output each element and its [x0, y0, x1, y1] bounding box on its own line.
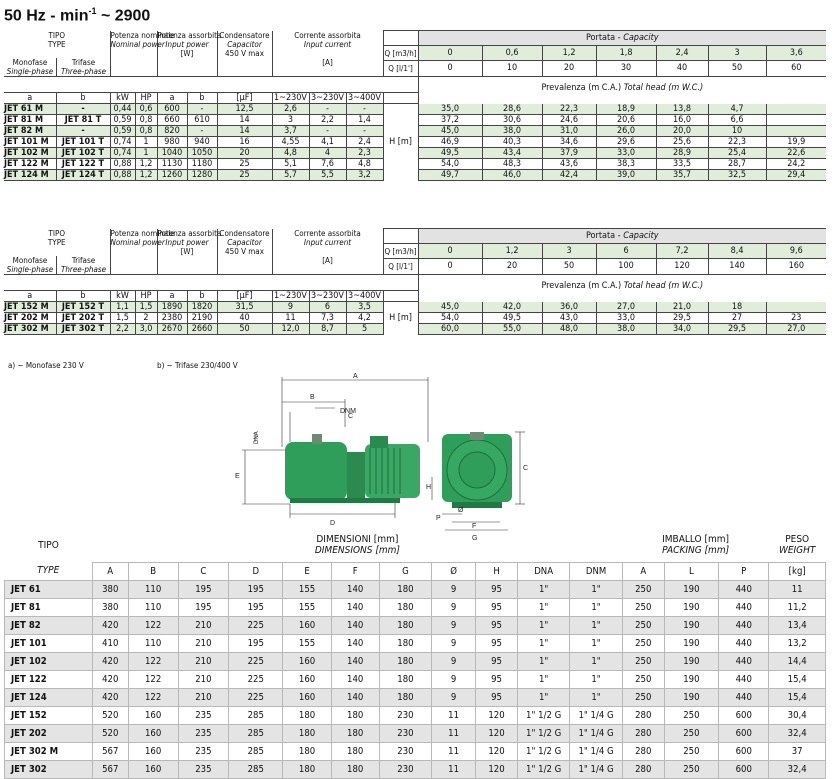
table-row: JET 81 380 110 195 195 155 140 180 9 95 1" 1" 250 190 440 11,2	[5, 598, 826, 616]
dim-label-phi: Ø	[458, 507, 464, 514]
table-row: JET 102 420 122 210 225 160 140 180 9 95 1" 1" 250 190 440 14,4	[5, 652, 826, 670]
note-three-phase: b) ~ Trifase 230/400 V	[157, 361, 238, 370]
capacity-m3h-cell: 6	[596, 244, 656, 259]
pump-dimension-diagram	[230, 372, 560, 542]
capacity-m3h-cell: 1,2	[482, 244, 542, 259]
table-row: JET 61 M - 0,44 0,6 600 - 12,5 2,6 - - H [m] 35,0 28,6 22,3 18,9 13,8 4,7	[4, 104, 826, 115]
capacity-lmin-cell: 100	[596, 259, 656, 274]
capacity-lmin-cell: 50	[708, 61, 766, 76]
table-row: JET 124 M JET 124 T 0,88 1,2 1260 1280 25 5,7 5,5 3,2 49,7 46,0 42,4 39,0 35,7 32,5 29,4	[4, 170, 826, 181]
capacity-lmin-cell: 120	[656, 259, 708, 274]
dim-label-c2: C	[523, 465, 529, 472]
capacity-m3h-cell: 7,2	[656, 244, 708, 259]
capacity-m3h-cell: 9,6	[766, 244, 826, 259]
table-row: JET 302 M 567 160 235 285 180 180 230 11 120 1" 1/2 G 1" 1/4 G 280 250 600 37	[5, 742, 826, 760]
table-row: JET 122 M JET 122 T 0,88 1,2 1130 1180 25 5,1 7,6 4,8 54,0 48,3 43,6 38,3 33,5 28,7 24,2	[4, 159, 826, 170]
capacity-lmin-cell: 20	[542, 61, 596, 76]
dim-label-a: A	[353, 373, 358, 380]
capacity-m3h-cell: 3	[708, 46, 766, 61]
capacity-lmin-cell: 0	[418, 61, 482, 76]
table-row: JET 202 M JET 202 T 1,5 2 2380 2190 40 11 7,3 4,2 54,0 49,5 43,0 33,0 29,5 27 23	[4, 313, 826, 324]
table-row: JET 302 567 160 235 285 180 180 230 11 120 1" 1/2 G 1" 1/4 G 280 250 600 32,4	[5, 760, 826, 778]
dim-label-d: D	[330, 520, 336, 527]
capacity-lmin-cell: 10	[482, 61, 542, 76]
dim-label-g: G	[472, 535, 478, 542]
capacity-lmin-cell: 50	[542, 259, 596, 274]
performance-table-2: TIPO TYPE Monofase Single-phase Trifase Three-phase Potenza nominale Nominal power Potenza assorbita Input power [W] Condensatore Capacitor 450 V max Corrente assorbita Input current [A] Portata - Capacity Q [m3/h] 0 1,2 3 6 7,2 8,4 9,6 Q [l/1'] 0 20 50 100 120 140 160 Prevalenza (m C.A.) Total head (m W.C.) a b kW HP a b [µF] 1~230V 3~230V 3~400V JET 152 M JET 152 T 1,1 1,5 1890 1820 31,5 9 6 3,5 H [m] 45,0 42,0 36,0 27,0 21,0 18 JET 202 M JET 202 T 1,5 2 2380 2190 40 11 7,3 4,2 54,0 49,5 43,0 33,0 29,5 27 23 JET 302 M JET 302 T 2,2 3,0 2670 2660 50 12,0 8,7 5 60,0 55,0 48,0 38,0 34,0 29,5 27,0	[4, 228, 826, 335]
capacity-m3h-cell: 1,8	[596, 46, 656, 61]
capacity-lmin-cell: 30	[596, 61, 656, 76]
capacity-m3h-cell: 0	[418, 46, 482, 61]
dim-label-c: C	[348, 413, 354, 420]
table-row: JET 152 M JET 152 T 1,1 1,5 1890 1820 31,5 9 6 3,5 H [m] 45,0 42,0 36,0 27,0 21,0 18	[4, 302, 826, 313]
table-row: JET 202 520 160 235 285 180 180 230 11 120 1" 1/2 G 1" 1/4 G 280 250 600 32,4	[5, 724, 826, 742]
table-row: JET 101 M JET 101 T 0,74 1 980 940 16 4,55 4,1 2,4 46,9 40,3 34,6 29,6 25,6 22,3 19,9	[4, 137, 826, 148]
dim-label-dnm: DNM	[340, 408, 356, 415]
capacity-lmin-cell: 140	[708, 259, 766, 274]
table-row: JET 122 420 122 210 225 160 140 180 9 95 1" 1" 250 190 440 15,4	[5, 670, 826, 688]
capacity-m3h-cell: 0	[418, 244, 482, 259]
capacity-m3h-cell: 8,4	[708, 244, 766, 259]
dim-label-h: H	[426, 484, 432, 491]
capacity-m3h-cell: 0,6	[482, 46, 542, 61]
table-row: JET 302 M JET 302 T 2,2 3,0 2670 2660 50 12,0 8,7 5 60,0 55,0 48,0 38,0 34,0 29,5 27,0	[4, 324, 826, 335]
table-row: JET 61 380 110 195 195 155 140 180 9 95 1" 1" 250 190 440 11	[5, 580, 826, 598]
capacity-m3h-cell: 3,6	[766, 46, 826, 61]
capacity-m3h-cell: 1,2	[542, 46, 596, 61]
capacity-lmin-cell: 60	[766, 61, 826, 76]
table-row: JET 102 M JET 102 T 0,74 1 1040 1050 20 4,8 4 2,3 49,5 43,4 37,9 33,0 28,9 25,4 22,6	[4, 148, 826, 159]
capacity-lmin-cell: 40	[656, 61, 708, 76]
table-row: JET 124 420 122 210 225 160 140 180 9 95 1" 1" 250 190 440 15,4	[5, 688, 826, 706]
dim-label-dna: DNA	[254, 431, 260, 444]
note-single-phase: a) ~ Monofase 230 V	[8, 361, 84, 370]
table-row: JET 81 M JET 81 T 0,59 0,8 660 610 14 3 2,2 1,4 37,2 30,6 24,6 20,6 16,0 6,6	[4, 115, 826, 126]
dim-label-e: E	[235, 473, 240, 480]
table-row: JET 82 M - 0,59 0,8 820 - 14 3,7 - - 45,0 38,0 31,0 26,0 20,0 10	[4, 126, 826, 137]
table-row: JET 152 520 160 235 285 180 180 230 11 120 1" 1/2 G 1" 1/4 G 280 250 600 30,4	[5, 706, 826, 724]
table-row: JET 82 420 122 210 225 160 140 180 9 95 1" 1" 250 190 440 13,4	[5, 616, 826, 634]
capacity-lmin-cell: 20	[482, 259, 542, 274]
dim-label-b: B	[310, 394, 315, 401]
dim-label-f: F	[472, 523, 477, 530]
capacity-lmin-cell: 0	[418, 259, 482, 274]
capacity-lmin-cell: 160	[766, 259, 826, 274]
table-row: JET 101 410 110 210 195 155 140 180 9 95 1" 1" 250 190 440 13,2	[5, 634, 826, 652]
capacity-m3h-cell: 2,4	[656, 46, 708, 61]
dim-label-p: P	[436, 515, 441, 522]
page-title: 50 Hz - $\min^{-1}$ ~ 2900	[4, 6, 151, 25]
performance-table-1: TIPO TYPE Monofase Single-phase Trifase Three-phase Potenza nominale Nominal power Potenza assorbita Input power [W] Condensatore Capacitor 450 V max Corrente assorbita Input current [A] Portata - Capacity Q [m3/h] 0 0,6 1,2 1,8 2,4 3 3,6 Q [l/1'] 0 10 20 30 40 50 60 Prevalenza (m C.A.) Total head (m W.C.) a b kW HP a b [µF] 1~230V 3~230V 3~400V JET 61 M - 0,44 0,6 600 - 12,5 2,6 - - H [m] 35,0 28,6 22,3 18,9 13,8 4,7 JET 81 M JET 81 T 0,59 0,8 660 610 14 3 2,2 1,4 37,2 30,6 24,6 20,6 16,0 6,6 JET 82 M - 0,59 0,8 820 - 14 3,7 - - 45,0 38,0 31,0 26,0 20,0 10 JET 101 M JET 101 T 0,74 1 980 940 16 4,55 4,1 2,4 46,9 40,3 34,6 29,6 25,6 22,3 19,9 JET 102 M JET 102 T 0,74 1 1040 1050 20 4,8 4 2,3 49,5 43,4 37,9 33,0 28,9 25,4 22,6 JET 122 M JET 122 T 0,88 1,2 1130 1180 25 5,1 7,6 4,8 54,0 48,3 43,6 38,3 33,5 28,7 24,2 JET 124 M JET 124 T 0,88 1,2 1260 1280 25 5,7 5,5 3,2 49,7 46,0 42,4 39,0 35,7 32,5 29,4	[4, 30, 826, 181]
dimensions-table: TIPO DIMENSIONI [mm] DIMENSIONS [mm] IMBALLO [mm] PACKING [mm] PESO WEIGHT TYPE A B C D E F G Ø H DNA DNM A L P [kg] JET 61 380 110 195 195 155 140 180 9 95 1" 1" 250 190 440 11 JET 81 380 110 195 195 155 140 180 9 95 1" 1" 250 190 440 11,2 JET 82 420 122 210 225 160 140 180 9 95 1" 1" 250 190 440 13,4 JET 101 410 110 210 195 155 140 180 9 95 1" 1" 250 190 440 13,2 JET 102 420 122 210 225 160 140 180 9 95 1" 1" 250 190 440 14,4 JET 122 420 122 210 225 160 140 180 9 95 1" 1" 250 190 440 15,4 JET 124 420 122 210 225 160 140 180 9 95 1" 1" 250 190 440 15,4 JET 152 520 160 235 285 180 180 230 11 120 1" 1/2 G 1" 1/4 G 280 250 600 30,4 JET 202 520 160 235 285 180 180 230 11 120 1" 1/2 G 1" 1/4 G 280 250 600 32,4 JET 302 M 567 160 235 285 180 180 230 11 120 1" 1/2 G 1" 1/4 G 280 250 600 37 JET 302 567 160 235 285 180 180 230 11 120 1" 1/2 G 1" 1/4 G 280 250 600 32,4	[4, 528, 826, 779]
capacity-m3h-cell: 3	[542, 244, 596, 259]
